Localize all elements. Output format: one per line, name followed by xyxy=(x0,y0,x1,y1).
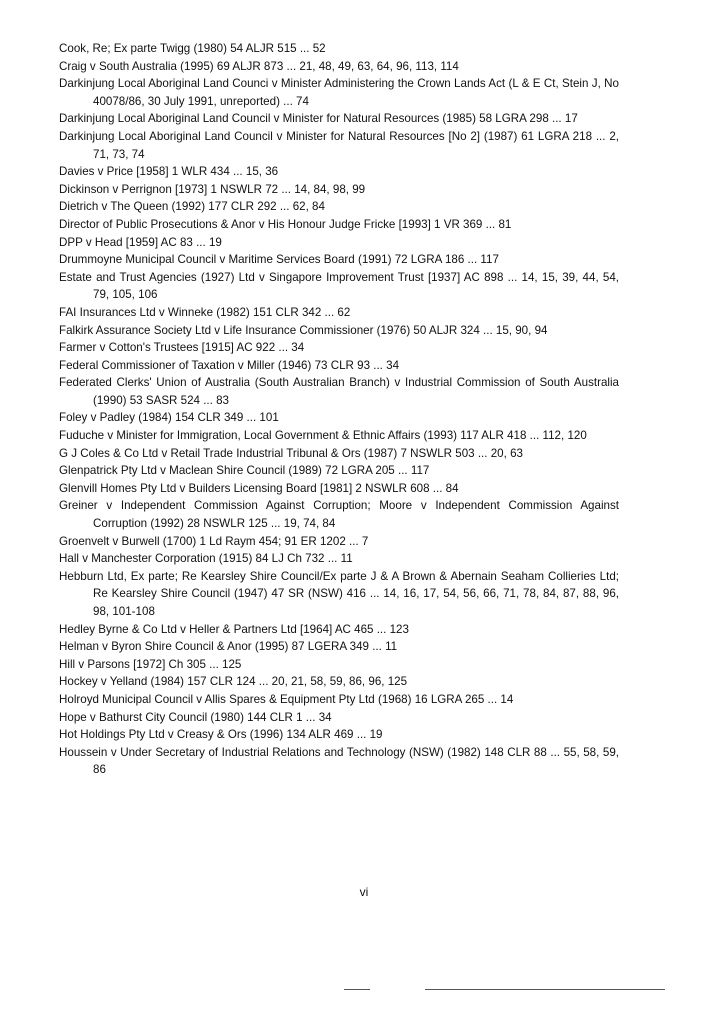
case-entry: Hot Holdings Pty Ltd v Creasy & Ors (1996) 134 ALR 469 ... 19 xyxy=(59,728,383,742)
case-entry: Houssein v Under Secretary of Industrial Relations and Technology (NSW) (1982) 148 CLR 88 ... 55, 58, 59, 86 xyxy=(59,745,619,777)
case-entry: Director of Public Prosecutions & Anor v His Honour Judge Fricke [1993] 1 VR 369 ... 81 xyxy=(59,217,512,231)
case-entry: Hall v Manchester Corporation (1915) 84 LJ Ch 732 ... 11 xyxy=(59,552,353,566)
case-entry: Hedley Byrne & Co Ltd v Heller & Partners Ltd [1964] AC 465 ... 123 xyxy=(59,622,409,636)
case-entry: Drummoyne Municipal Council v Maritime Services Board (1991) 72 LGRA 186 ... 117 xyxy=(59,253,499,267)
case-entry: Glenpatrick Pty Ltd v Maclean Shire Council (1989) 72 LGRA 205 ... 117 xyxy=(59,464,430,478)
case-entry: Darkinjung Local Aboriginal Land Council v Minister for Natural Resources (1985) 58 LGRA 298 ... 17 xyxy=(59,112,578,126)
case-entry: Darkinjung Local Aboriginal Land Council v Minister for Natural Resources [No 2] (1987) 61 LGRA 218 ... 2, 71, 73, 74 xyxy=(59,129,619,161)
case-entry: Hebburn Ltd, Ex parte; Re Kearsley Shire Council/Ex parte J & A Brown & Abernain Seaham Collieries Ltd; Re Kearsley Shire Council (1947) 47 SR (NSW) 416 ... 14, 16, 17, 54, 56, 66, 71, 78, 84, 87, 88, 96, 98, 101-108 xyxy=(59,569,619,618)
case-entry: Greiner v Independent Commission Against Corruption; Moore v Independent Commission Against Corruption (1992) 28 NSWLR 125 ... 19, 74, 84 xyxy=(59,499,619,531)
case-entry: Cook, Re; Ex parte Twigg (1980) 54 ALJR 515 ... 52 xyxy=(59,42,326,55)
case-entry: Darkinjung Local Aboriginal Land Counci v Minister Administering the Crown Lands Act (L & E Ct, Stein J, No 40078/86, 30 July 1991, unreported) ... 74 xyxy=(59,77,619,108)
case-entry: Helman v Byron Shire Council & Anor (1995) 87 LGERA 349 ... 11 xyxy=(59,640,398,654)
case-entry: Federal Commissioner of Taxation v Miller (1946) 73 CLR 93 ... 34 xyxy=(59,358,400,372)
page-number: vi xyxy=(359,885,369,899)
case-entry: Groenvelt v Burwell (1700) 1 Ld Raym 454; 91 ER 1202 ... 7 xyxy=(59,534,369,548)
case-entry: Davies v Price [1958] 1 WLR 434 ... 15, 36 xyxy=(59,165,279,179)
case-entry: Hill v Parsons [1972] Ch 305 ... 125 xyxy=(59,657,242,671)
case-entry: Foley v Padley (1984) 154 CLR 349 ... 101 xyxy=(59,411,279,425)
case-entry: Estate and Trust Agencies (1927) Ltd v Singapore Improvement Trust [1937] AC 898 ... 14, 15, 39, 44, 54, 79, 105, 106 xyxy=(59,270,619,302)
case-entry: G J Coles & Co Ltd v Retail Trade Industrial Tribunal & Ors (1987) 7 NSWLR 503 ... 20, 63 xyxy=(59,446,523,460)
case-entry: Holroyd Municipal Council v Allis Spares & Equipment Pty Ltd (1968) 16 LGRA 265 ... 14 xyxy=(59,692,514,706)
case-entry: DPP v Head [1959] AC 83 ... 19 xyxy=(59,235,222,249)
case-entry: Hockey v Yelland (1984) 157 CLR 124 ... 20, 21, 58, 59, 86, 96, 125 xyxy=(59,675,408,689)
case-entry: Dickinson v Perrignon [1973] 1 NSWLR 72 ... 14, 84, 98, 99 xyxy=(59,182,366,196)
scan-artifact-line-long xyxy=(425,989,665,990)
case-entry: Federated Clerks' Union of Australia (South Australian Branch) v Industrial Commission of South Australia (1990) 53 SASR 524 ... 83 xyxy=(59,376,619,407)
case-entry: Falkirk Assurance Society Ltd v Life Insurance Commissioner (1976) 50 ALJR 324 ... 15, 90, 94 xyxy=(59,323,548,337)
case-entry: Fuduche v Minister for Immigration, Local Government & Ethnic Affairs (1993) 117 ALR 418 ... 112, 120 xyxy=(59,429,587,443)
case-entry: Dietrich v The Queen (1992) 177 CLR 292 ... 62, 84 xyxy=(59,200,325,214)
case-entry: Hope v Bathurst City Council (1980) 144 CLR 1 ... 34 xyxy=(59,710,332,724)
case-entry: Craig v South Australia (1995) 69 ALJR 873 ... 21, 48, 49, 63, 64, 96, 113, 114 xyxy=(59,59,459,73)
scan-artifact-line-short xyxy=(344,989,370,990)
table-of-cases xyxy=(59,40,619,779)
case-entry: Farmer v Cotton's Trustees [1915] AC 922 ... 34 xyxy=(59,341,305,355)
case-entry: FAI Insurances Ltd v Winneke (1982) 151 CLR 342 ... 62 xyxy=(59,305,351,319)
case-entry: Glenvill Homes Pty Ltd v Builders Licensing Board [1981] 2 NSWLR 608 ... 84 xyxy=(59,481,459,495)
